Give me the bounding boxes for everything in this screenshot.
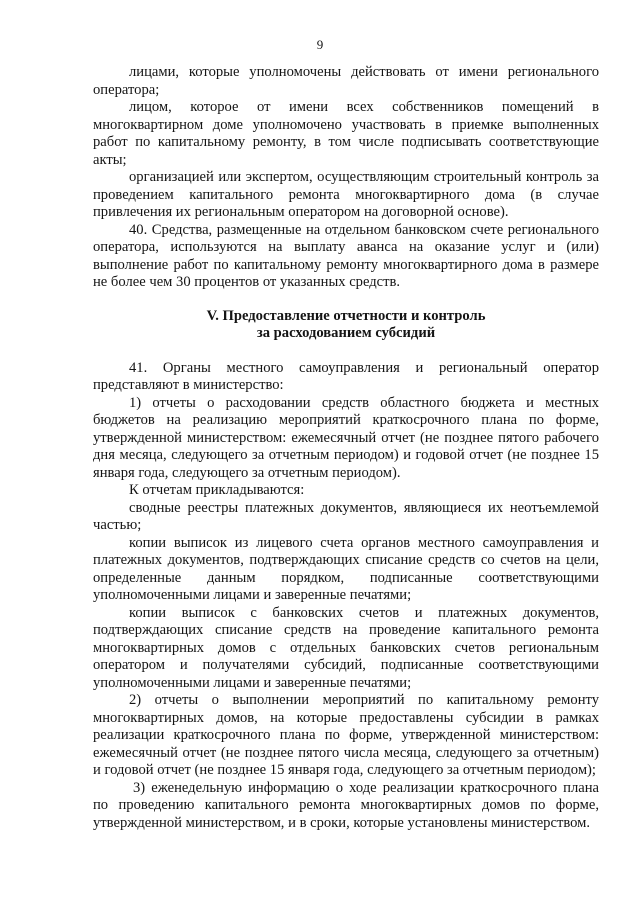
attachments-intro: К отчетам прикладываются: [129,482,305,498]
page-number: 9 [316,37,324,52]
document-body [93,64,599,832]
section-heading [93,308,599,343]
item-1-expense-reports: 1) отчеты о расходовании средств областного бюджета и местных бюджетов на реализацию мероприятий краткосрочного плана по форме, утвержденной министерством: ежемесячный отчет (не позднее пятого рабочего дня месяца, следующего за отчетным периодом) и годовой отчет (не позднее 15 января года, следующего за отчетным периодом). [93,394,599,481]
item-3-weekly-information: 3) еженедельную информацию о ходе реализации краткосрочного плана по проведению капитального ремонта многоквартирных домов по форме, утвержденной министерством, и в сроки, которые установлены министерством. [93,779,599,831]
paragraph-authorized-persons: лицами, которые уполномочены действовать от имени регионального оператора; [93,64,599,98]
attachment-bank-statements: копии выписок с банковских счетов и платежных документов, подтверждающих списание средств на проведение капитального ремонта многоквартирных домов с отдельных банковских счетов региональным оператором и получателями субсидий, подписанные соответствующими уполномоченными лицами и заверенные печатями; [93,604,599,691]
section-heading-line-1: V. Предоставление отчетности и контроль [206,307,486,324]
item-2-works-reports: 2) отчеты о выполнении мероприятий по капитальному ремонту многоквартирных домов, на которые предоставлены субсидии в рамках реализации краткосрочного плана по форме, утвержденной министерством: ежемесячный отчет (не позднее пятого числа месяца, следующего за отчетным) и годовой отчет (не позднее 15 января года, следующего за отчетным периодом); [93,692,599,778]
attachment-payment-registers: сводные реестры платежных документов, являющиеся их неотъемлемой частью; [93,499,599,533]
paragraph-41: 41. Органы местного самоуправления и региональный оператор представляют в министерство: [93,359,599,393]
section-heading-line-2: за расходованием субсидий [256,325,436,341]
paragraph-construction-control: организацией или экспертом, осуществляющим строительный контроль за проведением капитального ремонта многоквартирного дома (в случае привлечения их региональным оператором на договорной основе). [93,169,599,220]
paragraph-40: 40. Средства, размещенные на отдельном банковском счете регионального оператора, используются на выплату аванса на оказание услуг и (или) выполнение работ по капитальному ремонту многоквартирного дома в размере не более чем 30 процентов от указанных средств. [93,221,599,290]
paragraph-owners-representative: лицом, которое от имени всех собственников помещений в многоквартирном доме уполномочено участвовать в приемке выполненных работ по капитальному ремонту, в том числе подписывать соответствующие акты; [93,99,599,168]
attachment-personal-account-statements: копии выписок из лицевого счета органов местного самоуправления и платежных документов, подтверждающих списание средств со счетов на цели, определенные данным порядком, подписанные соответствующими уполномоченными лицами и заверенные печатями; [93,534,599,603]
